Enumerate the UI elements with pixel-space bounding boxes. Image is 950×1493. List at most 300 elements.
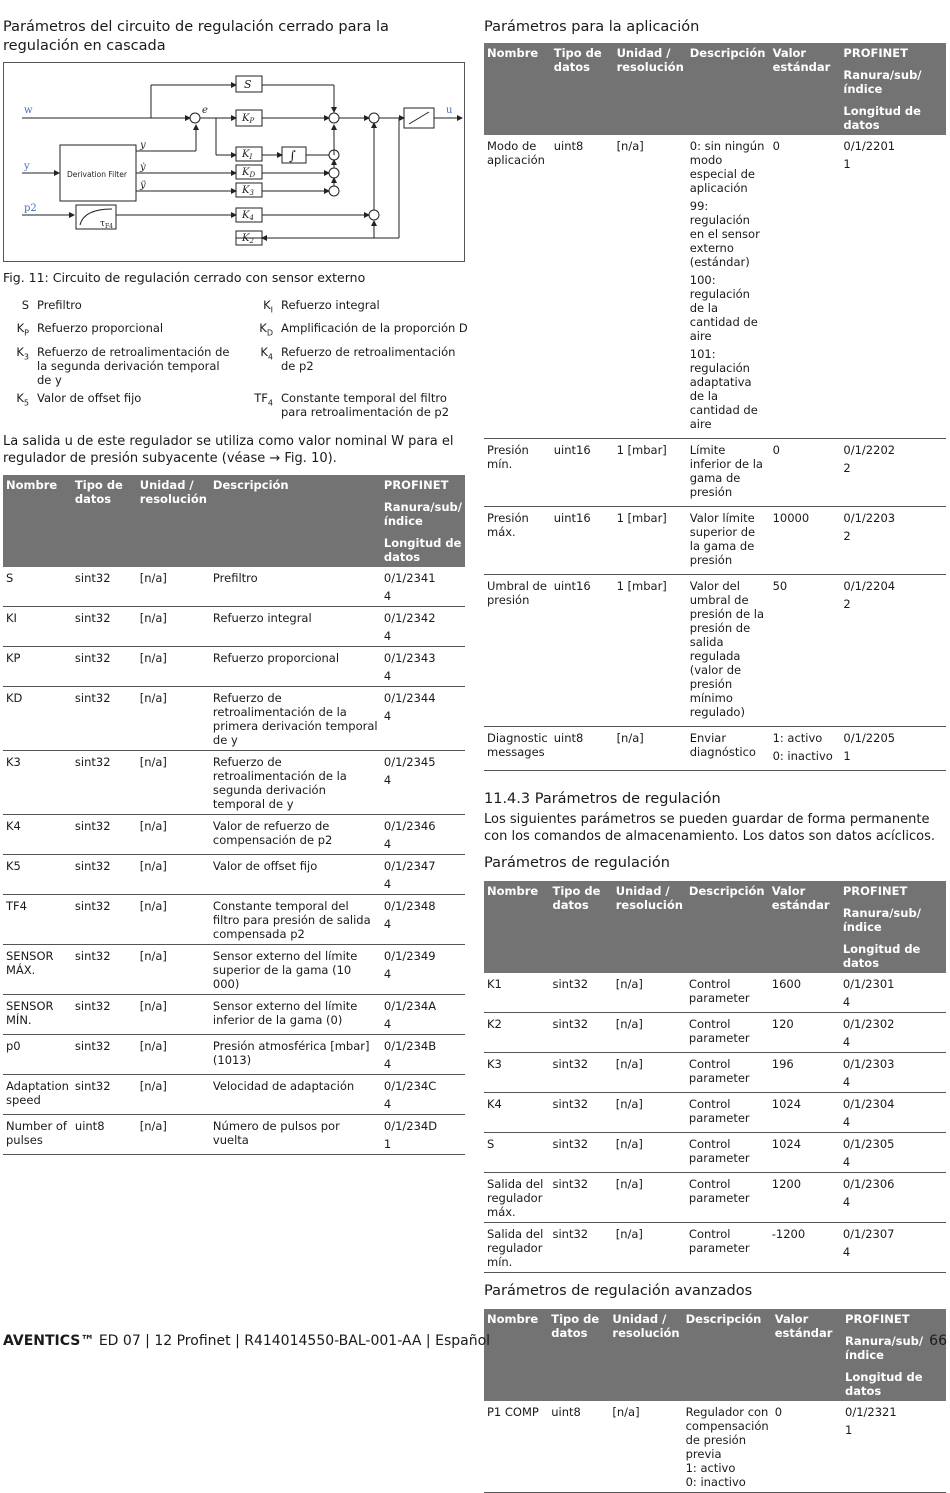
col-header-desc: Descripción (210, 475, 381, 567)
table-row (3, 567, 465, 607)
cell-unit: [n/a] (137, 1034, 210, 1074)
cell-index: 0/1/2345 (383, 754, 436, 769)
symbol-subscript: P (24, 328, 29, 338)
cell-name: TF4 (3, 894, 72, 944)
cell-length: 1 (843, 157, 851, 171)
cell-name: K3 (3, 750, 72, 814)
legend-symbol (241, 298, 277, 317)
table-header-row (484, 43, 946, 135)
cell-name: P1 COMP (484, 1401, 548, 1493)
cell-profinet (381, 944, 465, 994)
cell-desc-line: Valor límite superior de la gama de presión (689, 511, 756, 567)
col-header-profinet: PROFINET Ranura/sub/índice Longitud de datos (840, 881, 946, 973)
col-header-name: Nombre (484, 881, 549, 973)
cell-std-line: 0: inactivo (772, 749, 833, 763)
cell-unit: 1 [mbar] (614, 507, 687, 575)
col-header-unit: Unidad / resolución (613, 881, 686, 973)
cell-index: 0/1/2305 (842, 1137, 895, 1151)
label-S: S (244, 78, 252, 91)
cell-type: sint32 (72, 606, 137, 646)
cell-index: 0/1/2201 (843, 139, 896, 153)
advanced-params-title: Parámetros de regulación avanzados (484, 1283, 753, 1299)
col-header-unit: Unidad / resolución (137, 475, 210, 567)
col-header-type: Tipo de datos (548, 1309, 609, 1401)
cell-profinet (381, 606, 465, 646)
cell-type: sint32 (549, 973, 612, 1013)
cell-unit: [n/a] (613, 1223, 686, 1273)
label-Ki: $K_I$ (242, 149, 253, 161)
page-footer (3, 1333, 947, 1349)
page-number: 66 (929, 1333, 947, 1349)
cell-profinet (381, 1034, 465, 1074)
cell-std-line: 10000 (772, 511, 810, 525)
cell-name: Number of pulses (3, 1114, 72, 1154)
cell-type: uint16 (551, 439, 614, 507)
col-header-unit: Unidad / resolución (609, 1309, 682, 1401)
cell-type: sint32 (72, 814, 137, 854)
cell-index: 0/1/2342 (383, 610, 436, 625)
cell-unit: [n/a] (137, 854, 210, 894)
table-row (3, 750, 465, 814)
cell-length: 2 (843, 597, 851, 611)
legend-text: Refuerzo de retroalimentación de p2 (281, 344, 456, 373)
cell-desc: Prefiltro (210, 567, 381, 607)
label-Kp: $K_P$ (242, 113, 255, 125)
left-column (3, 18, 468, 1155)
label-Kd: $K_D$ (242, 167, 256, 179)
cell-name: p0 (3, 1034, 72, 1074)
cell-std-line: 0 (772, 139, 780, 153)
cell-profinet (840, 973, 946, 1013)
cell-name: KP (3, 646, 72, 686)
label-K4: $K_4$ (242, 210, 254, 222)
symbol-subscript: 4 (267, 351, 273, 361)
col-header-profinet: PROFINET Ranura/sub/índice Longitud de datos (840, 43, 946, 135)
cell-length: 4 (842, 1195, 851, 1209)
col-header-profinet: PROFINET Ranura/sub/índice Longitud de datos (381, 475, 465, 567)
cell-std: 0 (772, 1401, 842, 1493)
cell-desc: Número de pulsos por vuelta (210, 1114, 381, 1154)
cell-index: 0/1/2347 (383, 858, 436, 873)
cell-profinet (381, 814, 465, 854)
cell-index: 0/1/2304 (842, 1097, 895, 1111)
cell-name: Presión máx. (484, 507, 551, 575)
legend-symbol (3, 345, 33, 387)
cell-desc-line: 0: inactivo (685, 1475, 746, 1489)
cell-length: 2 (843, 529, 851, 543)
symbol-subscript: 3 (23, 351, 29, 361)
cell-index: 0/1/2301 (842, 977, 895, 991)
cell-length: 4 (383, 876, 392, 891)
label-y-out: y (140, 140, 146, 151)
cell-length: 1 (843, 749, 851, 763)
label-y: y (24, 161, 30, 172)
table-header-row (484, 1309, 946, 1401)
cell-profinet (381, 646, 465, 686)
cell-index: 0/1/2343 (383, 650, 436, 665)
cell-unit: [n/a] (613, 1053, 686, 1093)
cell-desc: Control parameter (686, 1223, 769, 1273)
cell-unit: [n/a] (614, 135, 687, 439)
cell-profinet (840, 575, 946, 727)
label-u: u (446, 105, 453, 116)
cell-desc (687, 507, 770, 575)
legend-text: Refuerzo proporcional (37, 321, 164, 336)
cell-desc: Refuerzo de retroalimentación de la segunda derivación temporal de y (210, 750, 381, 814)
cell-index: 0/1/2202 (843, 443, 896, 457)
legend-text: Amplificación de la proporción D (281, 321, 468, 336)
symbol-letter: K (16, 390, 24, 405)
cell-name: Modo de aplicación (484, 135, 551, 439)
table-header-row (484, 881, 946, 973)
cell-profinet (381, 1074, 465, 1114)
cell-desc: Constante temporal del filtro para presión de salida compensada p2 (210, 894, 381, 944)
cell-std-line: 0 (772, 443, 780, 457)
cell-name: K4 (3, 814, 72, 854)
cell-name: SENSOR MÍN. (3, 994, 72, 1034)
cell-profinet (840, 1093, 946, 1133)
cell-index: 0/1/2204 (843, 579, 896, 593)
regulation-parameters-table (484, 881, 946, 1273)
cell-unit: [n/a] (613, 1013, 686, 1053)
cell-index: 0/1/234B (383, 1038, 437, 1053)
table-row (3, 646, 465, 686)
table-row (3, 1034, 465, 1074)
cell-length: 4 (842, 1075, 851, 1089)
cell-type: sint32 (72, 1034, 137, 1074)
cell-type: uint8 (551, 135, 614, 439)
right-column (484, 18, 946, 1493)
cell-desc (687, 575, 770, 727)
application-parameters-table (484, 43, 946, 771)
cell-index: 0/1/2302 (842, 1017, 895, 1031)
legend-symbol (3, 321, 33, 340)
table-row (484, 973, 946, 1013)
cell-index: 0/1/2348 (383, 898, 436, 913)
cell-type: sint32 (549, 1013, 612, 1053)
cell-profinet (381, 750, 465, 814)
symbol-letter: K (259, 321, 267, 336)
cell-profinet (381, 1114, 465, 1154)
cell-unit: [n/a] (137, 1074, 210, 1114)
cell-length: 4 (842, 995, 851, 1009)
table-row (484, 507, 946, 575)
cell-name: K1 (484, 973, 549, 1013)
cell-desc: Control parameter (686, 973, 769, 1013)
cell-desc: Presión atmosférica [mbar] (1013) (210, 1034, 381, 1074)
cell-std (770, 507, 841, 575)
cell-type: uint8 (72, 1114, 137, 1154)
table-row (484, 1053, 946, 1093)
cell-desc (687, 727, 770, 771)
symbol-legend (3, 298, 468, 419)
cell-std: 1024 (769, 1133, 840, 1173)
legend-text: Constante temporal del filtro para retroalimentación de p2 (281, 390, 450, 419)
cell-name: S (3, 567, 72, 607)
cell-unit: [n/a] (614, 727, 687, 771)
col-header-std: Valor estándar (772, 1309, 842, 1401)
cell-unit: [n/a] (613, 1093, 686, 1133)
cell-profinet (840, 1223, 946, 1273)
cell-length: 4 (383, 628, 392, 643)
cell-length: 4 (383, 1096, 392, 1111)
legend-text: Refuerzo integral (281, 298, 380, 312)
table-row (484, 1173, 946, 1223)
cell-index: 0/1/2303 (842, 1057, 895, 1071)
cell-std: 1600 (769, 973, 840, 1013)
cell-unit: [n/a] (137, 606, 210, 646)
cell-desc-line: 1: activo (685, 1461, 736, 1475)
cell-type: uint16 (551, 575, 614, 727)
cell-type: uint8 (551, 727, 614, 771)
table-row (3, 944, 465, 994)
col-header-std: Valor estándar (770, 43, 841, 135)
cell-type: sint32 (72, 944, 137, 994)
legend-symbol (241, 345, 277, 387)
regulation-paragraph: Los siguientes parámetros se pueden guardar de forma permanente con los comandos de almacenamiento. Los datos son datos acíclicos. (484, 812, 935, 844)
legend-text: Prefiltro (37, 298, 82, 312)
cell-desc: Refuerzo integral (210, 606, 381, 646)
symbol-letter: K (263, 298, 271, 312)
table-row (484, 727, 946, 771)
cell-desc-line: 100: regulación de la cantidad de aire (689, 273, 758, 343)
cell-type: sint32 (72, 994, 137, 1034)
cell-length: 4 (842, 1155, 851, 1169)
cell-profinet (381, 686, 465, 750)
symbol-letter: K (16, 321, 25, 336)
col-header-name: Nombre (3, 475, 72, 567)
table-row (3, 814, 465, 854)
symbol-subscript: I (270, 305, 273, 315)
cell-index: 0/1/234A (383, 998, 437, 1013)
col-header-std: Valor estándar (769, 881, 840, 973)
cell-unit: [n/a] (137, 894, 210, 944)
col-header-type: Tipo de datos (549, 881, 612, 973)
table-row (484, 1223, 946, 1273)
cell-index: 0/1/2349 (383, 948, 436, 963)
cell-unit: [n/a] (137, 814, 210, 854)
cell-std-line: 50 (772, 579, 788, 593)
footer-text: ED 07 | 12 Profinet | R414014550-BAL-001-AA | Español (94, 1333, 491, 1349)
cell-desc-line: Límite inferior de la gama de presión (689, 443, 763, 499)
cell-length: 4 (383, 836, 392, 851)
cell-type: sint32 (549, 1053, 612, 1093)
cell-profinet (840, 727, 946, 771)
cell-name: Diagnostic messages (484, 727, 551, 771)
table-row (484, 439, 946, 507)
footer-brand: AVENTICS™ (3, 1333, 95, 1349)
cell-length: 4 (842, 1035, 851, 1049)
cell-index: 0/1/2341 (383, 570, 436, 585)
cell-desc: Control parameter (686, 1133, 769, 1173)
regulation-section-heading: 11.4.3 Parámetros de regulación (484, 791, 721, 807)
cell-name: K3 (484, 1053, 549, 1093)
cell-desc: Refuerzo proporcional (210, 646, 381, 686)
cell-name: S (484, 1133, 549, 1173)
cell-desc-line: 101: regulación adaptativa de la cantidad de aire (689, 347, 758, 431)
cell-index: 0/1/234D (383, 1118, 438, 1133)
symbol-letter: K (260, 344, 268, 359)
cell-desc-line: 0: sin ningún modo especial de aplicación (689, 139, 765, 195)
table-row (484, 1401, 946, 1493)
cell-index: 0/1/2346 (383, 818, 436, 833)
cell-index: 0/1/2205 (843, 731, 896, 745)
cell-index: 0/1/2306 (842, 1177, 895, 1191)
cell-unit: [n/a] (137, 686, 210, 750)
table-row (484, 135, 946, 439)
cell-profinet (381, 894, 465, 944)
cell-length: 4 (383, 772, 392, 787)
cell-type: sint32 (72, 646, 137, 686)
cell-desc: Control parameter (686, 1053, 769, 1093)
label-K3: $K_3$ (242, 185, 254, 197)
cascade-section-title: Parámetros del circuito de regulación cerrado para la regulación en cascada (3, 19, 389, 54)
cell-std: 1024 (769, 1093, 840, 1133)
cell-name: Adaptation speed (3, 1074, 72, 1114)
cell-desc: Sensor externo del límite inferior de la gama (0) (210, 994, 381, 1034)
label-yddot: ÿ (140, 180, 146, 191)
cell-profinet (840, 1133, 946, 1173)
cell-unit: [n/a] (613, 1173, 686, 1223)
label-p2: p2 (24, 203, 37, 214)
cascade-parameters-table (3, 475, 465, 1155)
symbol-subscript: 4 (267, 397, 273, 407)
cell-index: 0/1/2307 (842, 1227, 895, 1241)
cell-length: 4 (842, 1245, 851, 1259)
cell-name: KI (3, 606, 72, 646)
cell-length: 1 (845, 1423, 853, 1437)
legend-text: Refuerzo de retroalimentación de la segunda derivación temporal de y (37, 344, 230, 387)
cell-length: 1 (383, 1136, 392, 1151)
cell-std (770, 439, 841, 507)
cell-desc (687, 439, 770, 507)
label-w: w (24, 105, 33, 116)
legend-symbol (3, 391, 33, 419)
label-K2: $K_2$ (242, 233, 254, 245)
col-header-unit: Unidad / resolución (614, 43, 687, 135)
cell-desc (683, 1401, 772, 1493)
cell-length: 4 (383, 1056, 392, 1071)
cell-type: sint32 (72, 686, 137, 750)
cell-desc: Control parameter (686, 1173, 769, 1223)
cell-index: 0/1/2344 (383, 690, 436, 705)
table-row (3, 854, 465, 894)
app-section-title: Parámetros para la aplicación (484, 19, 700, 35)
block-diagram-svg (4, 63, 466, 263)
cell-desc: Control parameter (686, 1013, 769, 1053)
cell-length: 4 (383, 708, 392, 723)
cascade-paragraph: La salida u de este regulador se utiliza como valor nominal W para el regulador de presión subyacente (véase → Fig. 10). (3, 433, 454, 466)
cell-name: KD (3, 686, 72, 750)
col-header-profinet: PROFINET Ranura/sub/índice Longitud de datos (842, 1309, 946, 1401)
cell-unit: [n/a] (137, 567, 210, 607)
cell-name: K4 (484, 1093, 549, 1133)
cell-std: 1200 (769, 1173, 840, 1223)
table-row (3, 894, 465, 944)
symbol-letter: S (21, 298, 29, 312)
cell-std: -1200 (769, 1223, 840, 1273)
table-row (3, 606, 465, 646)
cell-std (770, 135, 841, 439)
cell-type: sint32 (549, 1093, 612, 1133)
table-row (3, 1114, 465, 1154)
cell-unit: [n/a] (137, 646, 210, 686)
figure-caption: Fig. 11: Circuito de regulación cerrado con sensor externo (3, 270, 366, 285)
label-ydot: ẏ (140, 162, 146, 173)
cell-type: uint16 (551, 507, 614, 575)
cell-unit: [n/a] (137, 994, 210, 1034)
col-header-name: Nombre (484, 43, 551, 135)
label-e: e (202, 105, 208, 116)
cell-desc: Control parameter (686, 1093, 769, 1133)
cell-profinet (840, 1013, 946, 1053)
cell-type: sint32 (72, 567, 137, 607)
cell-std: 120 (769, 1013, 840, 1053)
regulation-params-title: Parámetros de regulación (484, 855, 670, 871)
table-header-row (3, 475, 465, 567)
cell-std (770, 727, 841, 771)
cell-profinet (840, 1053, 946, 1093)
cell-name: SENSOR MÁX. (3, 944, 72, 994)
cell-std (770, 575, 841, 727)
cell-type: sint32 (549, 1173, 612, 1223)
derivation-filter-label: Derivation Filter (67, 170, 127, 179)
cell-unit: [n/a] (137, 1114, 210, 1154)
symbol-letter: TF (254, 390, 268, 405)
table-row (3, 994, 465, 1034)
cell-type: sint32 (72, 894, 137, 944)
table-row (484, 1093, 946, 1133)
col-header-desc: Descripción (687, 43, 770, 135)
cell-desc-line: Enviar diagnóstico (689, 731, 756, 759)
cell-profinet (840, 507, 946, 575)
legend-text: Valor de offset fijo (37, 390, 142, 405)
cell-profinet (381, 994, 465, 1034)
cell-name: Salida del regulador mín. (484, 1223, 549, 1273)
col-header-type: Tipo de datos (72, 475, 137, 567)
cell-desc: Sensor externo del límite superior de la gama (10 000) (210, 944, 381, 994)
cell-length: 4 (383, 916, 392, 931)
cell-unit: [n/a] (613, 973, 686, 1013)
cell-unit: [n/a] (613, 1133, 686, 1173)
cell-desc-line: Valor del umbral de presión de la presión de salida regulada (valor de presión mínimo regulado) (689, 579, 765, 719)
control-loop-diagram (3, 62, 465, 262)
cell-desc: Valor de refuerzo de compensación de p2 (210, 814, 381, 854)
symbol-letter: K (16, 344, 24, 359)
cell-type: sint32 (72, 750, 137, 814)
cell-length: 2 (843, 461, 851, 475)
label-tau: $\tau_{F4}$ (100, 219, 113, 230)
cell-name: K2 (484, 1013, 549, 1053)
cell-type: uint8 (548, 1401, 609, 1493)
cell-desc-line: 99: regulación en el sensor externo (estándar) (689, 199, 760, 269)
col-header-desc: Descripción (686, 881, 769, 973)
cell-length: 4 (383, 1016, 392, 1031)
cell-type: sint32 (549, 1223, 612, 1273)
cell-desc (687, 135, 770, 439)
cell-name: K5 (3, 854, 72, 894)
symbol-subscript: 5 (23, 397, 29, 407)
cell-desc-line: Regulador con compensación de presión previa (685, 1405, 769, 1461)
integral-icon: ∫ (289, 149, 296, 164)
legend-symbol (241, 321, 277, 340)
table-row (3, 686, 465, 750)
cell-profinet (840, 1173, 946, 1223)
cell-type: sint32 (72, 1074, 137, 1114)
cell-name: Presión mín. (484, 439, 551, 507)
cell-length: 4 (383, 668, 392, 683)
cell-desc: Velocidad de adaptación (210, 1074, 381, 1114)
